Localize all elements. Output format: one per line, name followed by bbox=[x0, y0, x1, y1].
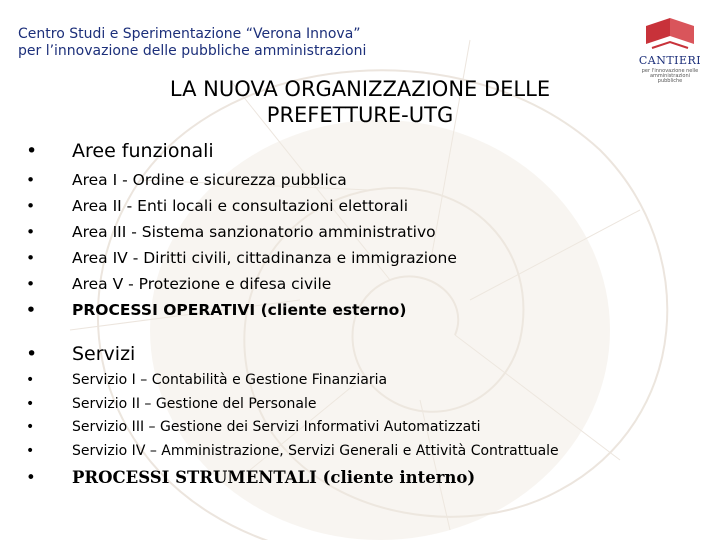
logo-tagline: per l'innovazione nelle amministrazioni pubbliche bbox=[641, 68, 699, 84]
list-item bbox=[26, 393, 559, 417]
area-item: Area III - Sistema sanzionatorio amministrativo bbox=[72, 223, 436, 241]
bullet: • bbox=[26, 442, 35, 459]
aree-heading-item bbox=[26, 138, 214, 164]
servizio-item: Servizio II – Gestione del Personale bbox=[72, 395, 317, 412]
area-item: Area I - Ordine e sicurezza pubblica bbox=[72, 171, 347, 189]
list-item bbox=[26, 297, 457, 323]
logo-name: CANTIERI bbox=[638, 54, 702, 67]
title-line-2: PREFETTURE-UTG bbox=[266, 103, 454, 127]
aree-heading: Aree funzionali bbox=[72, 140, 214, 162]
header-line-1: Centro Studi e Sperimentazione “Verona Innova” bbox=[18, 26, 361, 42]
servizio-item: Servizio IV – Amministrazione, Servizi Generali e Attività Contrattuale bbox=[72, 442, 559, 459]
processi-strumentali: PROCESSI STRUMENTALI (cliente interno) bbox=[72, 468, 476, 487]
area-item: Area IV - Diritti civili, cittadinanza e immigrazione bbox=[72, 249, 457, 267]
bullet: • bbox=[26, 395, 35, 412]
area-item: Area V - Protezione e difesa civile bbox=[72, 275, 332, 293]
list-item bbox=[26, 466, 475, 490]
bullet: • bbox=[26, 197, 36, 215]
organization-header bbox=[18, 26, 366, 60]
bullet: • bbox=[26, 171, 36, 189]
bullet: • bbox=[26, 223, 36, 241]
bullet: • bbox=[26, 419, 35, 435]
header-line-2: per l’innovazione delle pubbliche amministrazioni bbox=[18, 43, 367, 59]
servizi-section bbox=[26, 341, 135, 367]
list-item bbox=[26, 245, 457, 271]
bullet: • bbox=[26, 301, 36, 319]
slide-title bbox=[120, 76, 600, 128]
bullet: • bbox=[26, 140, 38, 162]
processi-operativi: PROCESSI OPERATIVI (cliente esterno) bbox=[72, 301, 407, 319]
bullet: • bbox=[26, 468, 36, 487]
processi-strumentali-section bbox=[26, 466, 475, 490]
servizi-heading-item bbox=[26, 341, 135, 367]
list-item bbox=[26, 440, 559, 464]
aree-list bbox=[26, 167, 457, 323]
servizio-item: Servizio I – Contabilità e Gestione Finanziaria bbox=[72, 372, 388, 388]
list-item bbox=[26, 369, 559, 393]
list-item bbox=[26, 219, 457, 245]
bullet: • bbox=[26, 249, 36, 267]
list-item bbox=[26, 193, 457, 219]
aree-section bbox=[26, 138, 214, 164]
bullet: • bbox=[26, 275, 36, 293]
bullet: • bbox=[26, 343, 38, 365]
list-item bbox=[26, 416, 559, 440]
title-line-1: LA NUOVA ORGANIZZAZIONE DELLE bbox=[169, 77, 551, 101]
list-item bbox=[26, 271, 457, 297]
servizi-heading: Servizi bbox=[72, 343, 136, 365]
bullet: • bbox=[26, 372, 35, 388]
cantieri-logo-mark bbox=[632, 14, 708, 54]
servizio-item: Servizio III – Gestione dei Servizi Informativi Automatizzati bbox=[72, 419, 481, 435]
list-item bbox=[26, 167, 457, 193]
area-item: Area II - Enti locali e consultazioni elettorali bbox=[72, 197, 409, 215]
cantieri-logo bbox=[632, 14, 708, 84]
servizi-list bbox=[26, 369, 559, 463]
